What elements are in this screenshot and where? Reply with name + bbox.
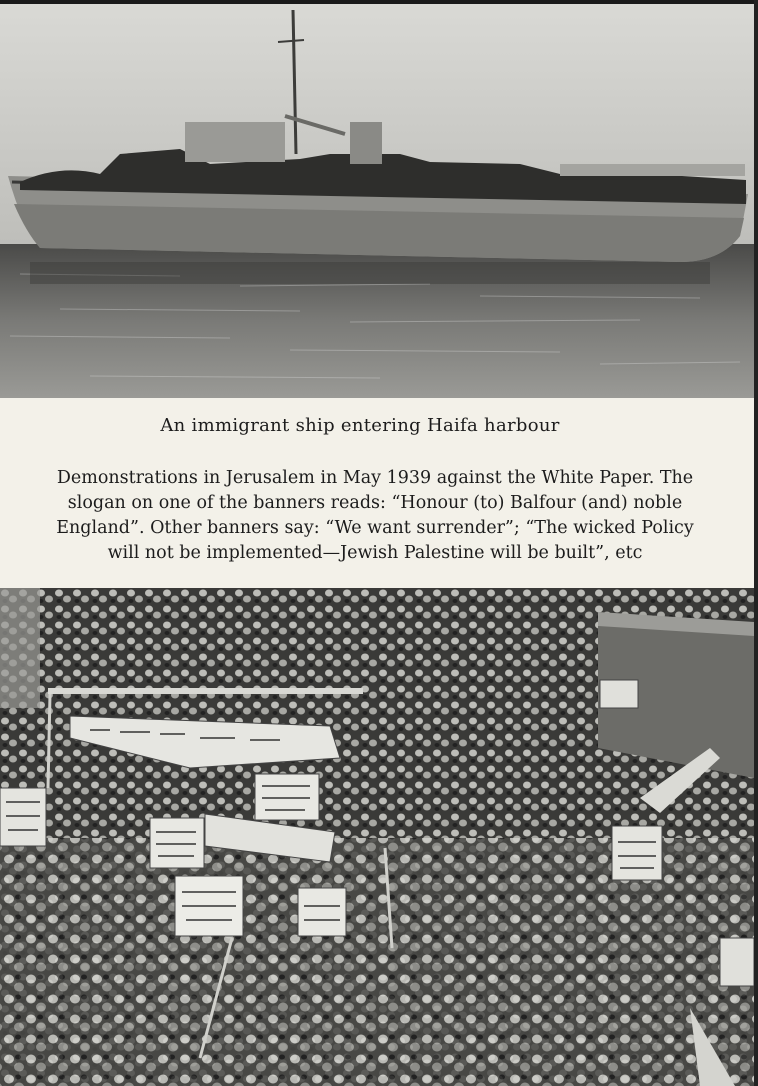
ship-photo-caption: An immigrant ship entering Haifa harbour xyxy=(160,415,560,436)
crowd-photo-drawing xyxy=(0,588,754,1086)
banner-sign-8 xyxy=(600,680,638,708)
bridge-structure xyxy=(185,122,285,162)
ship-photo-drawing xyxy=(0,4,754,398)
right-edge-bar xyxy=(754,0,758,1086)
banner-sign-7 xyxy=(612,826,662,880)
banner-sign-9 xyxy=(720,938,754,986)
banner-sign-2 xyxy=(150,818,204,868)
caption-line-4: will not be implemented—Jewish Palestine will be built”, etc xyxy=(107,543,643,563)
hull-reflection xyxy=(30,262,710,284)
demonstration-caption xyxy=(30,466,720,566)
banner-sign-1 xyxy=(255,774,319,820)
caption-line-3: England”. Other banners say: “We want surrender”; “The wicked Policy xyxy=(56,518,694,538)
caption-line-1: Demonstrations in Jerusalem in May 1939 against the White Paper. The xyxy=(56,468,694,488)
street-left xyxy=(0,588,40,708)
banner-sign-6 xyxy=(0,788,46,846)
banner-sign-5 xyxy=(298,888,346,936)
caption-line-2: slogan on one of the banners reads: “Honour (to) Balfour (and) noble xyxy=(67,493,683,513)
banner-pole xyxy=(48,688,363,694)
funnel xyxy=(350,122,382,164)
immigrant-ship-photo xyxy=(0,4,754,398)
awning xyxy=(560,164,745,176)
jerusalem-demonstration-photo xyxy=(0,588,754,1086)
